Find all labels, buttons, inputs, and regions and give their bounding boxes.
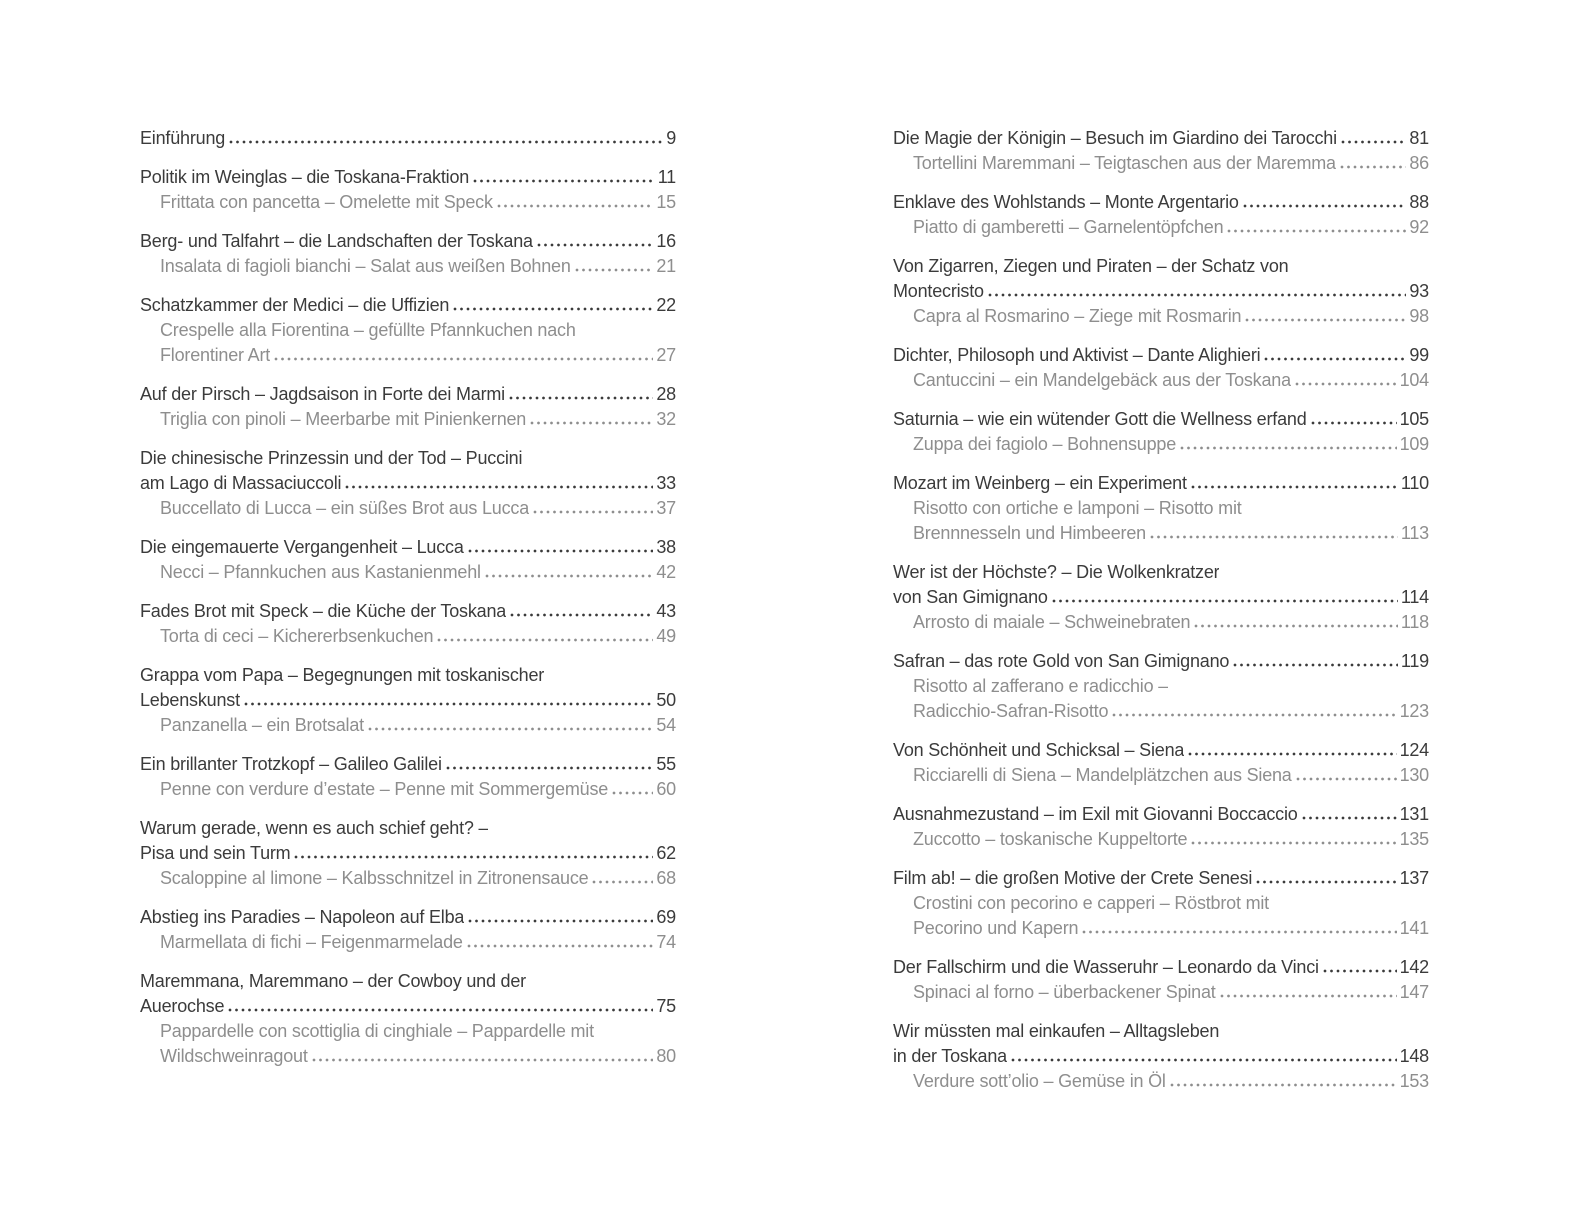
page-number: 135 [1399, 829, 1429, 849]
dot-leader [1340, 140, 1406, 144]
entry-title-text: Von Zigarren, Ziegen und Piraten – der Schatz von [893, 256, 1289, 276]
page-number: 49 [656, 626, 676, 646]
dot-leader [611, 791, 653, 795]
page-number: 98 [1409, 306, 1429, 326]
entry-title-text: Saturnia – wie ein wütender Gott die Wellness erfand [893, 409, 1307, 429]
page-number: 99 [1409, 345, 1429, 365]
toc-group [893, 1019, 1429, 1094]
toc-group [140, 446, 676, 521]
toc-recipe-line [893, 215, 1429, 240]
toc-group [140, 969, 676, 1069]
toc-chapter-line [140, 663, 676, 688]
entry-title-text: Crostini con pecorino e capperi – Röstbrot mit [913, 893, 1269, 913]
entry-title-text: in der Toskana [893, 1046, 1007, 1066]
entry-title-text: Mozart im Weinberg – ein Experiment [893, 473, 1187, 493]
entry-title-text: Crespelle alla Fiorentina – gefüllte Pfannkuchen nach [160, 320, 576, 340]
toc-group [140, 752, 676, 802]
entry-title-text: Einführung [140, 128, 226, 148]
dot-leader [1301, 816, 1397, 820]
dot-leader [367, 727, 653, 731]
page-number: 131 [1399, 804, 1429, 824]
entry-title-text: am Lago di Massaciuccoli [140, 473, 342, 493]
entry-title-text: Spinaci al forno – überbackener Spinat [913, 982, 1216, 1002]
entry-title-text: Ein brillanter Trotzkopf – Galileo Galilei [140, 754, 442, 774]
toc-recipe-line [893, 1069, 1429, 1094]
dot-leader [452, 307, 653, 311]
dot-leader [227, 1008, 653, 1012]
dot-leader [311, 1058, 654, 1062]
dot-leader [1081, 930, 1396, 934]
page-number: 148 [1399, 1046, 1429, 1066]
toc-chapter-line [140, 816, 676, 841]
dot-leader [532, 510, 653, 514]
page-number: 68 [656, 868, 676, 888]
page-number: 62 [656, 843, 676, 863]
toc-recipe-line [140, 407, 676, 432]
toc-chapter-line [140, 969, 676, 994]
entry-title-text: Auerochse [140, 996, 225, 1016]
page-number: 137 [1399, 868, 1429, 888]
toc-column-right [893, 126, 1429, 1094]
page-number: 114 [1400, 587, 1429, 607]
page-number: 109 [1399, 434, 1429, 454]
dot-leader [1263, 357, 1406, 361]
page-number: 32 [656, 409, 676, 429]
dot-leader [344, 485, 653, 489]
entry-title-text: Marmellata di fichi – Feigenmarmelade [160, 932, 463, 952]
page-number: 119 [1400, 651, 1429, 671]
entry-title-text: Grappa vom Papa – Begegnungen mit toskanischer [140, 665, 545, 685]
entry-title-text: Die eingemauerte Vergangenheit – Lucca [140, 537, 464, 557]
toc-recipe-line [140, 713, 676, 738]
page-number: 142 [1399, 957, 1429, 977]
toc-chapter-line [140, 535, 676, 560]
entry-title-text: Auf der Pirsch – Jagdsaison in Forte dei Marmi [140, 384, 505, 404]
dot-leader [509, 613, 653, 617]
page-number: 141 [1399, 918, 1429, 938]
toc-recipe-line [140, 254, 676, 279]
page-number: 50 [656, 690, 676, 710]
entry-title-text: Dichter, Philosoph und Aktivist – Dante Alighieri [893, 345, 1261, 365]
toc-chapter-line [893, 1044, 1429, 1069]
entry-title-text: Risotto con ortiche e lamponi – Risotto mit [913, 498, 1242, 518]
toc-chapter-line [140, 471, 676, 496]
dot-leader [293, 855, 653, 859]
entry-title-text: Schatzkammer der Medici – die Uffizien [140, 295, 450, 315]
dot-leader [484, 574, 654, 578]
entry-title-text: Radicchio-Safran-Risotto [913, 701, 1109, 721]
toc-group [893, 471, 1429, 546]
toc-group [893, 254, 1429, 329]
toc-chapter-line [140, 126, 676, 151]
page-number: 27 [656, 345, 676, 365]
entry-title-text: Der Fallschirm und die Wasseruhr – Leonardo da Vinci [893, 957, 1319, 977]
toc-chapter-line [893, 866, 1429, 891]
entry-title-text: Zuppa dei fagiolo – Bohnensuppe [913, 434, 1177, 454]
toc-recipe-line [140, 866, 676, 891]
dot-leader [436, 638, 653, 642]
entry-title-text: Risotto al zafferano e radicchio – [913, 676, 1169, 696]
entry-title-text: Insalata di fagioli bianchi – Salat aus weißen Bohnen [160, 256, 571, 276]
entry-title-text: Frittata con pancetta – Omelette mit Speck [160, 192, 493, 212]
dot-leader [1310, 421, 1397, 425]
page-number: 60 [656, 779, 676, 799]
toc-group [893, 343, 1429, 393]
toc-group [893, 649, 1429, 724]
toc-group [140, 229, 676, 279]
toc-chapter-line [140, 599, 676, 624]
entry-title-text: Cantuccini – ein Mandelgebäck aus der Toskana [913, 370, 1291, 390]
entry-title-text: Florentiner Art [160, 345, 271, 365]
toc-group [140, 663, 676, 738]
dot-leader [1244, 318, 1406, 322]
toc-chapter-line [893, 279, 1429, 304]
entry-title-text: Verdure sott’olio – Gemüse in Öl [913, 1071, 1166, 1091]
entry-title-text: Warum gerade, wenn es auch schief geht? – [140, 818, 489, 838]
toc-chapter-line [893, 585, 1429, 610]
toc-group [893, 126, 1429, 176]
entry-title-text: Die Magie der Königin – Besuch im Giardino dei Tarocchi [893, 128, 1337, 148]
dot-leader [1193, 624, 1398, 628]
page-number: 22 [656, 295, 676, 315]
page-number: 42 [656, 562, 676, 582]
entry-title-text: Ausnahmezustand – im Exil mit Giovanni Boccaccio [893, 804, 1298, 824]
dot-leader [466, 944, 654, 948]
toc-recipe-line [893, 496, 1429, 521]
page-number: 43 [656, 601, 676, 621]
page-number: 124 [1399, 740, 1429, 760]
entry-title-text: Lebenskunst [140, 690, 240, 710]
toc-recipe-line [140, 930, 676, 955]
entry-title-text: Buccellato di Lucca – ein süßes Brot aus Lucca [160, 498, 530, 518]
dot-leader [1242, 204, 1407, 208]
toc-recipe-line [140, 318, 676, 343]
dot-leader [445, 766, 654, 770]
entry-title-text: Panzanella – ein Brotsalat [160, 715, 364, 735]
toc-recipe-line [140, 1044, 676, 1069]
toc-chapter-line [893, 254, 1429, 279]
toc-group [140, 905, 676, 955]
page-number: 28 [656, 384, 676, 404]
dot-leader [1149, 535, 1398, 539]
entry-title-text: Triglia con pinoli – Meerbarbe mit Pinienkernen [160, 409, 527, 429]
page-number: 55 [656, 754, 676, 774]
entry-title-text: Pappardelle con scottiglia di cinghiale – Pappardelle mit [160, 1021, 594, 1041]
dot-leader [1179, 446, 1397, 450]
toc-recipe-line [893, 763, 1429, 788]
page-number: 81 [1409, 128, 1429, 148]
toc-chapter-line [893, 126, 1429, 151]
toc-group [893, 802, 1429, 852]
toc-group [140, 293, 676, 368]
page-number: 80 [656, 1046, 676, 1066]
entry-title-text: Die chinesische Prinzessin und der Tod – Puccini [140, 448, 523, 468]
entry-title-text: Tortellini Maremmani – Teigtaschen aus der Maremma [913, 153, 1336, 173]
dot-leader [467, 549, 654, 553]
toc-recipe-line [140, 624, 676, 649]
dot-leader [228, 140, 663, 144]
toc-group [893, 955, 1429, 1005]
dot-leader [508, 396, 653, 400]
toc-recipe-line [140, 343, 676, 368]
toc-group [140, 535, 676, 585]
dot-leader [1226, 229, 1406, 233]
entry-title-text: Abstieg ins Paradies – Napoleon auf Elba [140, 907, 465, 927]
dot-leader [1322, 969, 1397, 973]
toc-chapter-line [893, 471, 1429, 496]
toc-recipe-line [893, 827, 1429, 852]
toc-chapter-line [140, 688, 676, 713]
page-number: 86 [1409, 153, 1429, 173]
page-number: 93 [1409, 281, 1429, 301]
entry-title-text: Maremmana, Maremmano – der Cowboy und der [140, 971, 526, 991]
dot-leader [1232, 663, 1398, 667]
page-number: 33 [656, 473, 676, 493]
entry-title-text: Necci – Pfannkuchen aus Kastanienmehl [160, 562, 481, 582]
toc-recipe-line [893, 368, 1429, 393]
toc-recipe-line [893, 674, 1429, 699]
entry-title-text: Pisa und sein Turm [140, 843, 291, 863]
dot-leader [574, 268, 654, 272]
dot-leader [1169, 1083, 1397, 1087]
page-number: 105 [1399, 409, 1429, 429]
dot-leader [472, 179, 655, 183]
entry-title-text: Safran – das rote Gold von San Gimignano [893, 651, 1230, 671]
toc-group [140, 599, 676, 649]
dot-leader [496, 204, 654, 208]
toc-chapter-line [893, 649, 1429, 674]
page-number: 15 [656, 192, 676, 212]
toc-chapter-line [140, 165, 676, 190]
toc-group [893, 407, 1429, 457]
entry-title-text: Wildschweinragout [160, 1046, 308, 1066]
toc-chapter-line [893, 802, 1429, 827]
page-number: 123 [1399, 701, 1429, 721]
entry-title-text: Politik im Weinglas – die Toskana-Fraktion [140, 167, 470, 187]
toc-chapter-line [893, 407, 1429, 432]
toc-group [140, 382, 676, 432]
page-number: 88 [1409, 192, 1429, 212]
entry-title-text: Montecristo [893, 281, 984, 301]
page-number: 21 [656, 256, 676, 276]
toc-recipe-line [140, 560, 676, 585]
page-number: 54 [656, 715, 676, 735]
dot-leader [1339, 165, 1407, 169]
toc-group [893, 190, 1429, 240]
toc-chapter-line [893, 560, 1429, 585]
dot-leader [243, 702, 653, 706]
dot-leader [1190, 485, 1398, 489]
entry-title-text: Wir müssten mal einkaufen – Alltagsleben [893, 1021, 1220, 1041]
toc-group [140, 165, 676, 215]
dot-leader [1010, 1058, 1397, 1062]
toc-group [893, 866, 1429, 941]
entry-title-text: Berg- und Talfahrt – die Landschaften der Toskana [140, 231, 533, 251]
page-number: 74 [656, 932, 676, 952]
entry-title-text: Pecorino und Kapern [913, 918, 1079, 938]
toc-chapter-line [893, 190, 1429, 215]
toc-recipe-line [140, 777, 676, 802]
toc-recipe-line [893, 980, 1429, 1005]
toc-chapter-line [140, 752, 676, 777]
toc-recipe-line [893, 916, 1429, 941]
entry-title-text: Ricciarelli di Siena – Mandelplätzchen aus Siena [913, 765, 1292, 785]
entry-title-text: Von Schönheit und Schicksal – Siena [893, 740, 1185, 760]
toc-recipe-line [893, 432, 1429, 457]
page-number: 110 [1400, 473, 1429, 493]
page-number: 16 [656, 231, 676, 251]
page-number: 130 [1399, 765, 1429, 785]
toc-group [140, 126, 676, 151]
entry-title-text: Enklave des Wohlstands – Monte Argentario [893, 192, 1239, 212]
dot-leader [1111, 713, 1396, 717]
toc-group [140, 816, 676, 891]
page-number: 38 [656, 537, 676, 557]
page-number: 153 [1399, 1071, 1429, 1091]
toc-column-left [140, 126, 676, 1069]
dot-leader [1190, 841, 1396, 845]
toc-recipe-line [140, 190, 676, 215]
dot-leader [1219, 994, 1397, 998]
toc-recipe-line [140, 496, 676, 521]
dot-leader [1187, 752, 1396, 756]
toc-recipe-line [893, 151, 1429, 176]
page-number: 113 [1400, 523, 1429, 543]
entry-title-text: von San Gimignano [893, 587, 1048, 607]
toc-chapter-line [893, 1019, 1429, 1044]
entry-title-text: Zuccotto – toskanische Kuppeltorte [913, 829, 1188, 849]
page-number: 37 [656, 498, 676, 518]
toc-chapter-line [140, 905, 676, 930]
toc-chapter-line [140, 293, 676, 318]
dot-leader [591, 880, 653, 884]
entry-title-text: Capra al Rosmarino – Ziege mit Rosmarin [913, 306, 1242, 326]
dot-leader [987, 293, 1407, 297]
toc-chapter-line [140, 382, 676, 407]
toc-recipe-line [140, 1019, 676, 1044]
page-number: 9 [666, 128, 676, 148]
entry-title-text: Brennnesseln und Himbeeren [913, 523, 1146, 543]
page-number: 11 [657, 167, 676, 187]
page-number: 118 [1400, 612, 1429, 632]
dot-leader [1051, 599, 1398, 603]
toc-recipe-line [893, 699, 1429, 724]
toc-chapter-line [140, 229, 676, 254]
page-number: 69 [656, 907, 676, 927]
toc-chapter-line [893, 955, 1429, 980]
dot-leader [1294, 382, 1397, 386]
entry-title-text: Torta di ceci – Kichererbsenkuchen [160, 626, 434, 646]
toc-chapter-line [140, 841, 676, 866]
toc-recipe-line [893, 610, 1429, 635]
toc-chapter-line [893, 343, 1429, 368]
entry-title-text: Scaloppine al limone – Kalbsschnitzel in Zitronensauce [160, 868, 589, 888]
entry-title-text: Piatto di gamberetti – Garnelentöpfchen [913, 217, 1224, 237]
page-number: 75 [656, 996, 676, 1016]
page-number: 104 [1399, 370, 1429, 390]
page-number: 92 [1409, 217, 1429, 237]
dot-leader [467, 919, 653, 923]
toc-recipe-line [893, 521, 1429, 546]
toc-chapter-line [893, 738, 1429, 763]
dot-leader [273, 357, 653, 361]
toc-recipe-line [893, 304, 1429, 329]
toc-recipe-line [893, 891, 1429, 916]
dot-leader [1255, 880, 1396, 884]
entry-title-text: Penne con verdure d’estate – Penne mit Sommergemüse [160, 779, 609, 799]
toc-group [893, 738, 1429, 788]
entry-title-text: Arrosto di maiale – Schweinebraten [913, 612, 1191, 632]
entry-title-text: Wer ist der Höchste? – Die Wolkenkratzer [893, 562, 1220, 582]
dot-leader [1295, 777, 1397, 781]
dot-leader [536, 243, 654, 247]
toc-chapter-line [140, 446, 676, 471]
toc-group [893, 560, 1429, 635]
page-number: 147 [1399, 982, 1429, 1002]
entry-title-text: Fades Brot mit Speck – die Küche der Toskana [140, 601, 507, 621]
entry-title-text: Film ab! – die großen Motive der Crete Senesi [893, 868, 1253, 888]
toc-chapter-line [140, 994, 676, 1019]
dot-leader [529, 421, 653, 425]
